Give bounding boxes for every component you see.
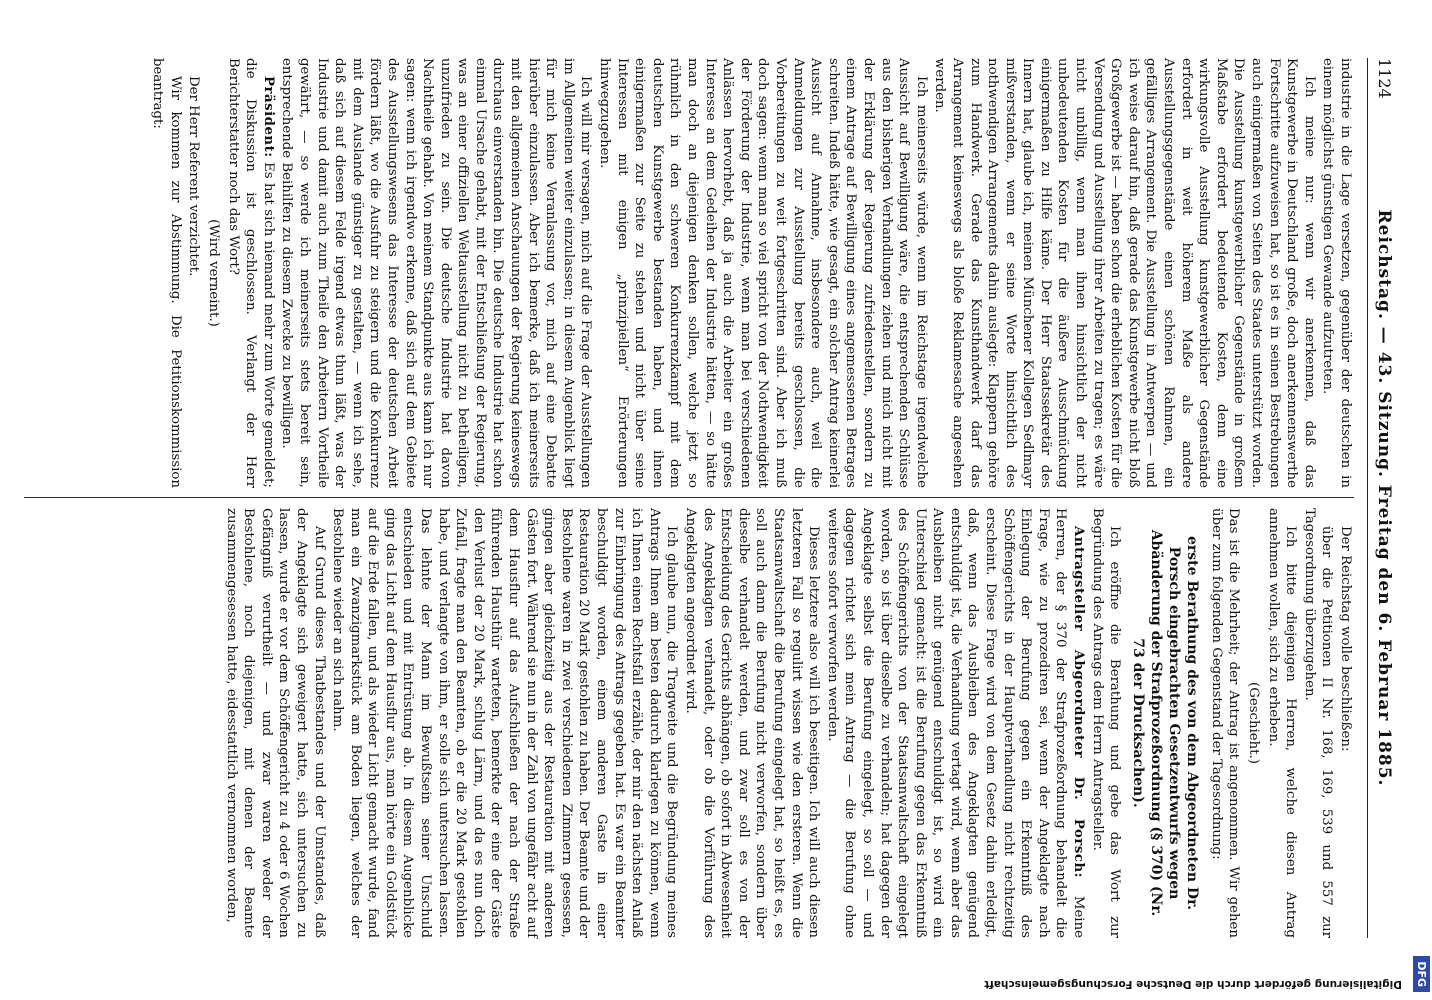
speaker-paragraph — [224, 58, 277, 488]
paragraph: Ich glaube nun, die Tragweite und die Begründung meines Antrags Ihnen am besten dadurch klarlegen zu können, wenn ich Ihnen einen Rechtsfall erzähle, der mir den nächsten Anlaß zur Einbringung des Antrags gegeben hat. Es war ein Beamter beschuldigt worden, einem anderen Gaste in einer Restauration 20 Mark gestohlen zu haben. Der Beamte und der Bestohlene waren in zwei verschiedenen Zimmern gesessen, gingen aber gleichzeitig aus der Restauration mit anderen Gästen fort. Während sie nun in der Zahl von ungefähr acht auf dem Hausflur auf das Aufschließen der nach der Straße führenden Hausthür warteten, bemerkte der eine der Gäste den Verlust der 20 Mark, schlug Lärm, und da es nun doch Zufall, fragte man den Beamten, ob er die 20 Mark gestohlen habe, und verlangte von ihm, er solle sich untersuchen lassen. Das lehnte der Mann im Bewußtsein seiner Unschuld entschieden und mit Entrüstung ab. In diesem Augenblicke ging das Licht auf dem Hausflur aus, man hörte ein Goldstück auf die Erde fallen, und als wieder Licht gemacht wurde, fand man ein Zwanzigmarkstück am Boden liegen, welches der Bestohlene wieder an sich nahm. — [330, 508, 680, 938]
paragraph: Auf Grund dieses Thatbestandes und der Umstandes, daß der Angeklagte sich geweigert hatte, sich untersuchen zu lassen, wurde er vor dem Schöffengericht zu 4 oder 6 Wochen Gefängniß verurtheilt — und zwar waren weder der Bestohlene, noch diejenigen, mit denen der Beamte zusammengesessen hatte, eidesstattlich vernommen worden, — [223, 508, 327, 938]
speech-text: Meine Herren, der § 370 der Strafprozeßordnung behandelt die Frage, wie zu prozediren sei, wenn der Angeklagte nach Einlegung der Berufung gegen ein Erkenntniß des Schöffengerichts in der Hauptverhandlung nicht rechtzeitig erscheint. Diese Frage wird von dem Gesetz dahin erledigt, daß, wenn das Ausbleiben des Angeklagten genügend entschuldigt ist, die Verhandlung vertagt wird, wenn aber das Ausbleiben nicht genügend entschuldigt ist, so wird ein Unterschied gemacht: ist die Berufung gegen das Erkenntniß des Schöffengerichts von der Staatsanwaltschaft eingelegt worden, so ist über dieselbe zu verhandeln; hat dagegen der Angeklagte selbst die Berufung eingelegt, so soll — und dagegen richtet sich mein Antrag — die Berufung ohne weiteres sofort verworfen werden. — [824, 508, 1087, 938]
dfg-sidebar — [0, 960, 1432, 1000]
paragraph: über die Petitionen II Nr. 168, 169, 539 und 557 zur Tagesordnung überzugehen. — [1301, 508, 1335, 938]
paragraph: Ich eröffne die Berathung und gebe das Wort zur Begründung des Antrags dem Herrn Antragsteller. — [1089, 508, 1123, 938]
dfg-credit-line: Digitalisierung gefördert durch die Deutsche Forschungsgemeinschaft — [984, 978, 1402, 990]
page-header — [1367, 58, 1402, 938]
paragraph: Ich bitte diejenigen Herren, welche diesen Antrag annehmen wollen, sich zu erheben. — [1265, 508, 1299, 938]
agenda-heading: erste Berathung des von dem Abgeordneten Dr. Porsch eingebrachten Gesetzentwurfs wegen Abänderung der Strafprozeßordnung (§ 370) (Nr. 73 der Drucksachen). — [1130, 529, 1201, 917]
paragraph: Ich will mir versagen, mich auf die Frage der Ausstellungen im Allgemeinen weiter einzulassen; in diesem Augenblick liegt für mich keine Veranlassung vor, mich auf eine Debatte hierüber einzulassen. Aber ich bemerke, daß ich meinerseits mit den allgemeinen Anschauungen der Regierung keineswegs durchaus einverstanden bin. Die deutsche Industrie hat schon einmal Ursache gehabt, mit der Entschließung der Regierung, was an einer offiziellen Weltausstellung nicht zu betheiligen, unzufrieden zu sein. Die deutsche Industrie hat davon Nachtheile gehabt. Von meinem Standpunkte aus kann ich nur sagen: wenn ich irgendwo erkenne, daß sich auf dem Gebiete des Ausstellungswesens das Interesse der deutschen Arbeit fördern läßt, wo die Ausfuhr zu steigern und die Konkurrenz mit dem Auslande günstiger zu gestalten, — wenn ich sehe, daß sich auf diesem Felde irgend etwas thun läßt, was der Industrie und damit auch zum Theile den Arbeitern Vortheile gewährt, — so werde ich meinerseits stets bereit sein, entsprechende Beihilfen zu diesem Zwecke zu bewilligen. — [279, 58, 594, 488]
running-title: Reichstag. — 43. Sitzung. Freitag den 6. Februar 1885. — [1374, 209, 1394, 787]
paragraph: Dieses letztere also will ich beseitigen. Ich will auch diesen letzteren Fall so regulirt wissen wie den ersteren. Wenn die Staatsanwaltschaft die Berufung eingelegt hat, so heißt es, es soll auch dann die Berufung nicht verworfen, sondern über dieselbe verhandelt werden, und zwar soll es von der Entscheidung des Gerichts abhängen, ob sofort in Abwesenheit des Angeklagten verhandelt, oder ob die Vorführung des Angeklagten angeordnet wird. — [683, 508, 822, 938]
stage-direction: (Geschieht.) — [1246, 682, 1262, 764]
speaker-paragraph — [823, 508, 1087, 938]
speech-text: Es hat sich niemand mehr zum Worte gemeldet; die Diskussion ist geschlossen. Verlangt der Herr Berichterstatter noch das Wort? — [225, 58, 276, 488]
speaker-label: Antragsteller Abgeordneter Dr. Porsch: — [1071, 526, 1087, 879]
speaker-label: Präsident: — [260, 76, 276, 158]
paragraph: Wir kommen zur Abstimmung. Die Petitionskommission beantragt: — [150, 58, 183, 488]
left-column — [148, 58, 1354, 488]
dfg-logo: DFG — [1413, 956, 1430, 992]
paragraph: industrie in die Lage versetzen, gegenüber der deutschen in einem möglichst günstigen Gewande aufzutreten. — [1320, 58, 1353, 488]
paragraph: Ich meinerseits würde, wenn im Reichstage irgendwelche Aussicht auf Bewilligung wäre, die entsprechenden Schlüsse aus den bisherigen Verhandlungen ziehen und mich nicht mit der Erklärung der Regierung zufriedenstellen, sondern zu einem Antrage auf Bewilligung eines angemessenen Betrages schreiten. Indeß hätte, wie gesagt, ein solcher Antrag keinerlei Aussicht auf Annahme, insbesondere auch, weil die Anmeldungen zur Ausstellung bereits geschlossen, die Vorbereitungen zu weit fortgeschritten sind. Aber ich muß doch sagen: wenn man so viel spricht von der Nothwendigkeit der Förderung der Industrie, wenn man bei verschiedenen Anlässen hervorhebt, daß ja auch die Arbeiter ein großes Interesse an dem Gedeihen der Industrie hätten, — so hätte man doch an diejenigen denken sollen, welche jetzt so rühmlich in den schweren Konkurrenzkampf mit dem deutschen Kunstgewerbe bestanden haben, und ihnen einigermaßen zur Seite zu stehen und nicht über seine Interessen mit einigen „prinzipiellen“ Erörterungen hinwegzugehen. — [597, 58, 929, 488]
paragraph: Ich meine nur: wenn wir anerkennen, daß das Kunstgewerbe in Deutschland große, doch anerkennenswerthe Fortschritte aufzuweisen hat, so ist es in seinen Bestrebungen auch einigermaßen von Seiten des Staates unterstützt worden. Die Ausstellung kunstgewerblicher Gegenstände in großem Maßstabe erfordert bedeutende Kosten, denn eine wirkungsvolle Ausstellung kunstgewerblicher Gegenstände erfordert in weit höherem Maße als andere Ausstellungsgegenstände einen schönen Rahmen, ein gefälliges Arrangement. Die Ausstellung in Antwerpen — und ich weise darauf hin, daß gerade das Kunstgewerbe nicht bloß Großgewerbe ist — haben schon die erheblichen Kosten für die Versendung und Ausstellung ihrer Arbeiten zu tragen; es wäre nicht unbillig, wenn man ihnen hinsichtlich der nicht unbedeutenden Kosten für die äußere Ausschmückung einigermaßen zu Hilfe käme. Der Herr Staatssekretär des Innern hat, glaube ich, meinen Münchener Kollegen Sedlmayr mißverstanden, wenn er seine Worte hinsichtlich des nothwendigen Arrangements dahin auslegte: Klappern gehöre zum Handwerk. Gerade das Kunsthandwerk darf das Arrangement keineswegs als bloße Reklamesache angesehen werden. — [932, 58, 1317, 488]
paragraph: Der Herr Referent verzichtet. — [186, 76, 202, 277]
right-column — [221, 508, 1354, 938]
stage-direction: (Wird verneint.) — [206, 219, 221, 327]
column-divider — [24, 497, 1354, 498]
paragraph: Der Reichstag wolle beschließen: — [1338, 526, 1353, 752]
paragraph: Das ist die Mehrheit; der Antrag ist angenommen. Wir gehen über zum folgenden Gegenstand der Tagesordnung: — [1208, 508, 1242, 938]
page-number: 1124 — [1375, 58, 1394, 99]
